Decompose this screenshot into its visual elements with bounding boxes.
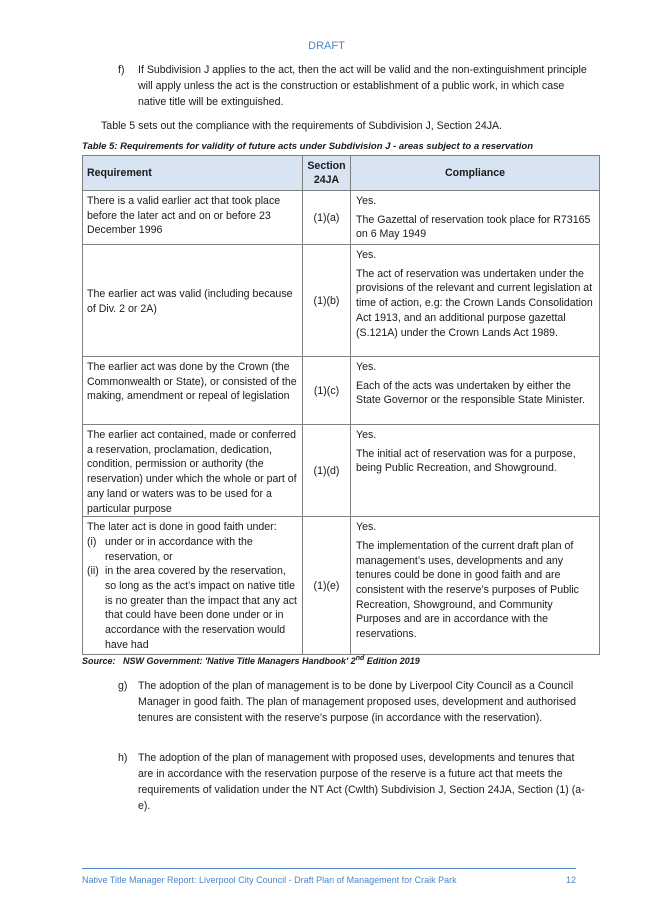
list-item-text: The adoption of the plan of management with proposed uses, developments and tenures that are in accordance with the reservation purpose of the reserve is a future act that meets the requirements of validation under the NT Act (Cwlth) Subdivision J, Section 24JA, Section (1) (a-e). [138, 752, 585, 812]
source-superscript: nd [355, 655, 365, 662]
draft-watermark-label: DRAFT [308, 40, 345, 52]
compliance-text: The act of reservation was undertaken under the provisions of the relevant and current legislation at time of action, e.g: the Crown Lands Consolidation Act 1913, and an additional purpose gazettal (S.121A) under the Crown Lands Act 1989. [356, 267, 593, 339]
table-row [83, 425, 600, 517]
compliance-yes: Yes. [356, 361, 377, 373]
table-row [83, 357, 600, 425]
list-item-label: f) [118, 64, 125, 76]
compliance-text: Each of the acts was undertaken by either the State Governor or the responsible State Minister. [356, 379, 586, 407]
page-footer [82, 868, 576, 885]
compliance-yes: Yes. [356, 521, 377, 534]
sub-item-number: (ii) [87, 565, 99, 578]
compliance-cell [351, 245, 600, 357]
compliance-cell [351, 517, 600, 655]
requirement-cell [83, 517, 303, 655]
header-requirement: Requirement [83, 156, 303, 191]
list-item-label: g) [118, 680, 128, 692]
source-label: Source: [82, 656, 116, 666]
requirement-cell: The earlier act was valid (including because of Div. 2 or 2A) [83, 245, 303, 357]
header-compliance: Compliance [351, 156, 600, 191]
requirement-sub-item [87, 564, 298, 652]
requirement-cell: The earlier act contained, made or conferred a reservation, proclamation, dedication, condition, permission or authority (the reservation) under which the whole or part of any land or waters was to be used for a particular purpose [83, 425, 303, 517]
compliance-text: The initial act of reservation was for a purpose, being Public Recreation, and Showground. [356, 447, 576, 475]
header-section: Section 24JA [303, 156, 351, 191]
sub-item-text: under or in accordance with the reservation, or [105, 535, 253, 563]
sub-item-number: (i) [87, 535, 97, 548]
compliance-yes: Yes. [356, 429, 377, 441]
table-intro-paragraph: Table 5 sets out the compliance with the requirements of Subdivision J, Section 24JA. [101, 120, 503, 132]
compliance-cell [351, 191, 600, 245]
list-item-text: If Subdivision J applies to the act, then the act will be valid and the non-extinguishment principle will apply unless the act is the construction or establishment of a public work, in which case native title will be extinguished. [138, 64, 587, 108]
table-header-row [83, 156, 600, 191]
compliance-cell [351, 425, 600, 517]
table-row [83, 517, 600, 655]
page-number: 12 [565, 875, 576, 885]
section-cell: (1)(d) [303, 425, 351, 517]
list-item-label: h) [118, 752, 128, 764]
requirement-sub-item [87, 535, 298, 564]
requirement-cell: There is a valid earlier act that took place before the later act and on or before 23 December 1996 [83, 191, 303, 245]
source-tail: Edition 2019 [364, 656, 420, 666]
table-row [83, 191, 600, 245]
requirement-intro: The later act is done in good faith under: [87, 521, 277, 534]
requirements-table [82, 155, 600, 655]
section-cell: (1)(b) [303, 245, 351, 357]
compliance-yes: Yes. [356, 249, 377, 261]
section-cell: (1)(a) [303, 191, 351, 245]
compliance-yes: Yes. [356, 195, 377, 207]
section-cell: (1)(e) [303, 517, 351, 655]
list-item-text: The adoption of the plan of management is to be done by Liverpool City Council as a Council Manager in good faith. The plan of management proposed uses, development and authorised tenures are consistent with the reserve's purpose (in accordance with the reservation). [138, 680, 576, 724]
footer-text: Native Title Manager Report: Liverpool City Council - Draft Plan of Management for Craik Park [82, 875, 457, 885]
sub-item-text: in the area covered by the reservation, so long as the act’s impact on native title is no greater than the impact that any act that could have been done under or in accordance with the reservation would have had [105, 565, 297, 651]
table-caption: Table 5: Requirements for validity of future acts under Subdivision J - areas subject to a reservation [82, 141, 534, 152]
section-cell: (1)(c) [303, 357, 351, 425]
compliance-text: The Gazettal of reservation took place for R73165 on 6 May 1949 [356, 213, 591, 241]
table-source [82, 655, 420, 666]
compliance-cell [351, 357, 600, 425]
compliance-text: The implementation of the current draft plan of management’s uses, developments and any tenures could be done in good faith and are consistent with the reserve’s purposes of Public Recreation, Showground, and Community Purposes and are in accordance with the reservations. [356, 539, 579, 641]
requirement-cell: The earlier act was done by the Crown (the Commonwealth or State), or consisted of the making, amendment or repeal of legislation [83, 357, 303, 425]
source-text: NSW Government: 'Native Title Managers Handbook' 2 [123, 656, 356, 666]
table-row [83, 245, 600, 357]
